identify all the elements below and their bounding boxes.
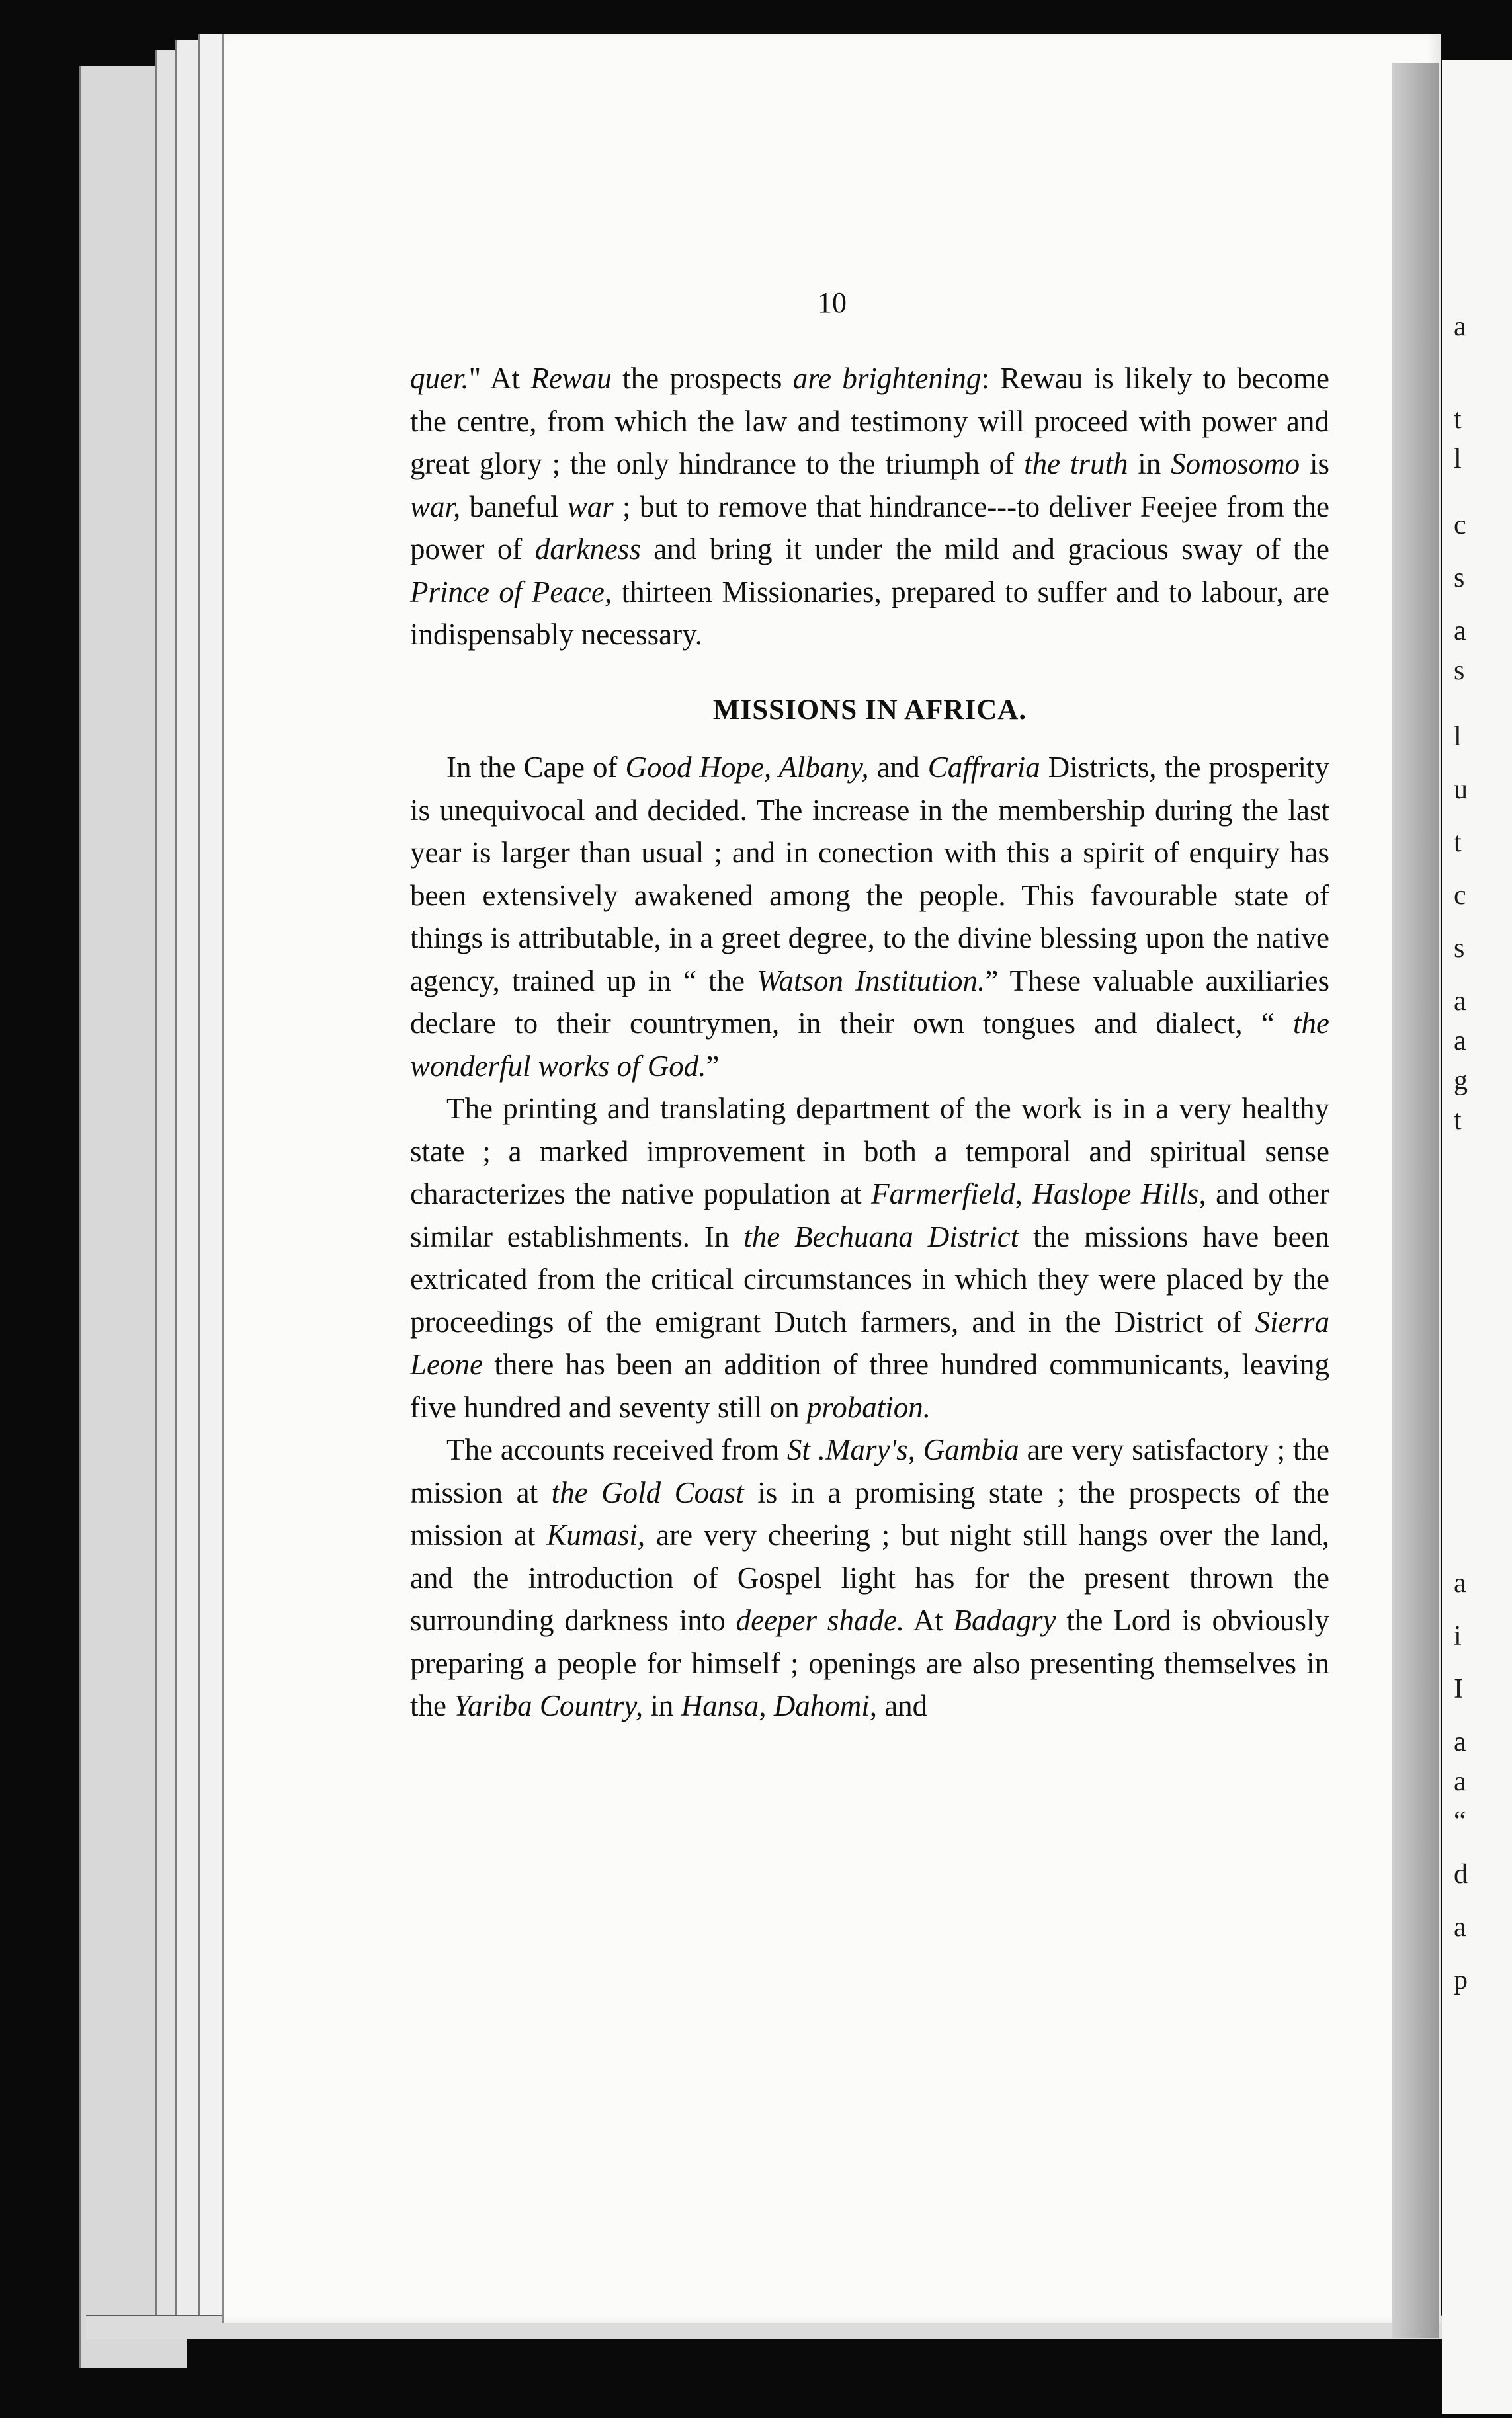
italic-text: the Gold Coast bbox=[551, 1476, 744, 1509]
adjacent-page-fragment: a bbox=[1454, 1026, 1466, 1056]
adjacent-page-fragment: l bbox=[1454, 722, 1462, 752]
page-text bbox=[410, 357, 1329, 1728]
paragraph-feejee bbox=[410, 357, 1329, 656]
adjacent-page-fragment: s bbox=[1454, 655, 1465, 686]
paragraph-gambia bbox=[410, 1429, 1329, 1728]
text-run: ” These valuable auxiliaries declare to their countrymen, in their own tongues and dialect, “ bbox=[410, 964, 1329, 1040]
italic-text: the truth bbox=[1024, 447, 1128, 480]
adjacent-page-fragment: g bbox=[1454, 1065, 1468, 1096]
text-run: and other similar establishments. In bbox=[410, 1177, 1330, 1253]
italic-text: Good Hope, Albany, bbox=[625, 751, 869, 784]
text-run: the prospects bbox=[611, 362, 793, 395]
italic-text: the Bechuana District bbox=[743, 1220, 1019, 1253]
adjacent-page-fragment: d bbox=[1454, 1859, 1468, 1890]
adjacent-page-fragment: a bbox=[1454, 1912, 1466, 1942]
adjacent-page-fragment: a bbox=[1454, 986, 1466, 1017]
text-run: is bbox=[1300, 447, 1330, 480]
text-run: is in a promising state ; the prospects of the mission at bbox=[410, 1476, 1329, 1552]
italic-text: quer. bbox=[410, 362, 469, 395]
italic-text: Somosomo bbox=[1171, 447, 1300, 480]
text-run: there has been an addition of three hundred communicants, leaving five hundred and seventy still on bbox=[410, 1348, 1329, 1424]
adjacent-page-fragment: c bbox=[1454, 880, 1466, 911]
page-number: 10 bbox=[818, 286, 847, 319]
text-run: " At bbox=[468, 362, 531, 395]
italic-text: St .Mary's, Gambia bbox=[786, 1433, 1019, 1466]
adjacent-page-fragment: t bbox=[1454, 1105, 1462, 1136]
text-run: are very cheering ; but night still hangs over the land, and the introduction of Gospel light has for the present thrown the surrounding darkness into bbox=[410, 1519, 1329, 1637]
italic-text: Kumasi, bbox=[546, 1519, 646, 1552]
italic-text: war bbox=[567, 489, 614, 523]
text-run: : Rewau is likely to become the centre, from which the law and testimony will proceed with power and great glory ; the only hindrance to the triumph of bbox=[410, 362, 1329, 480]
paragraph-printing bbox=[410, 1087, 1329, 1429]
adjacent-page-fragment: a bbox=[1454, 616, 1466, 646]
text-run: The printing and translating department of the work is in a very healthy state ; a marked improvement in both a temporal and spiritual sense characterizes the native population at bbox=[410, 1092, 1329, 1210]
paragraph-cape bbox=[410, 746, 1329, 1087]
text-run: thirteen Missionaries, prepared to suffer and to labour, are indispensably necessary. bbox=[410, 575, 1330, 651]
italic-text: deeper shade. bbox=[735, 1604, 905, 1637]
italic-text: Hansa, Dahomi, bbox=[681, 1689, 877, 1722]
adjacent-page-fragment: a bbox=[1454, 312, 1466, 342]
italic-text: Rewau bbox=[530, 362, 612, 395]
adjacent-page-fragment: a bbox=[1454, 1727, 1466, 1757]
italic-text: are brightening bbox=[792, 362, 982, 395]
section-heading: MISSIONS IN AFRICA. bbox=[712, 694, 1027, 726]
italic-text: Caffraria bbox=[927, 751, 1040, 784]
text-run: Districts, the prosperity is unequivocal and decided. The increase in the membership during the last year is larger than usual ; and in conection with this a spirit of enquiry has been extensively awakened among the people. This favourable state of things is attributable, in a greet degree, to the divine blessing upon the native agency, trained up in “ the bbox=[410, 751, 1329, 997]
adjacent-page-fragment: a bbox=[1454, 1767, 1466, 1797]
italic-text: Farmerfield, Haslope Hills, bbox=[871, 1177, 1206, 1210]
italic-text: Watson Institution. bbox=[757, 964, 986, 997]
adjacent-page-fragment: u bbox=[1454, 774, 1468, 805]
text-run: in bbox=[1128, 447, 1171, 480]
text-run: In the Cape of bbox=[446, 751, 626, 784]
adjacent-page-fragment: p bbox=[1454, 1965, 1468, 1995]
text-run: and bbox=[868, 751, 928, 784]
text-run: ” bbox=[706, 1049, 720, 1083]
italic-text: war, bbox=[410, 489, 461, 523]
italic-text: probation. bbox=[806, 1390, 931, 1424]
text-run: ; but to remove that hindrance---to deliver Feejee from the power of bbox=[410, 489, 1330, 565]
italic-text: Yariba Country, bbox=[454, 1689, 644, 1722]
adjacent-page-fragment: i bbox=[1454, 1621, 1462, 1651]
italic-text: Sierra Leone bbox=[410, 1305, 1329, 1381]
text-run: baneful bbox=[460, 489, 567, 523]
text-run: and bring it under the mild and gracious sway of the bbox=[640, 532, 1329, 565]
text-run: The accounts received from bbox=[446, 1433, 787, 1466]
text-run: the Lord is obviously preparing a people for himself ; openings are also presenting themselves in the bbox=[410, 1604, 1329, 1722]
italic-text: Prince of Peace, bbox=[410, 575, 612, 608]
adjacent-page-fragment: l bbox=[1454, 444, 1462, 474]
italic-text: the wonderful works of God. bbox=[410, 1007, 1329, 1083]
text-run: in bbox=[643, 1689, 681, 1722]
text-run: are very satisfactory ; the mission at bbox=[410, 1433, 1329, 1509]
adjacent-page bbox=[1442, 60, 1512, 2414]
adjacent-page-fragment: “ bbox=[1454, 1806, 1466, 1837]
adjacent-page-fragment: a bbox=[1454, 1568, 1466, 1599]
adjacent-page-fragment: s bbox=[1454, 563, 1465, 593]
text-run: At bbox=[904, 1604, 954, 1637]
italic-text: Badagry bbox=[953, 1604, 1056, 1637]
text-run: and bbox=[876, 1689, 928, 1722]
adjacent-page-fragment: I bbox=[1454, 1674, 1463, 1704]
adjacent-page-fragment: c bbox=[1454, 510, 1466, 540]
page-gutter-shadow bbox=[1392, 63, 1439, 2338]
italic-text: darkness bbox=[534, 532, 641, 565]
text-run: the missions have been extricated from the critical circumstances in which they were placed by the proceedings of the emigrant Dutch farmers, and in the District of bbox=[410, 1220, 1329, 1339]
adjacent-page-fragment: t bbox=[1454, 404, 1462, 435]
adjacent-page-fragment: t bbox=[1454, 827, 1462, 858]
adjacent-page-fragment: s bbox=[1454, 933, 1465, 964]
